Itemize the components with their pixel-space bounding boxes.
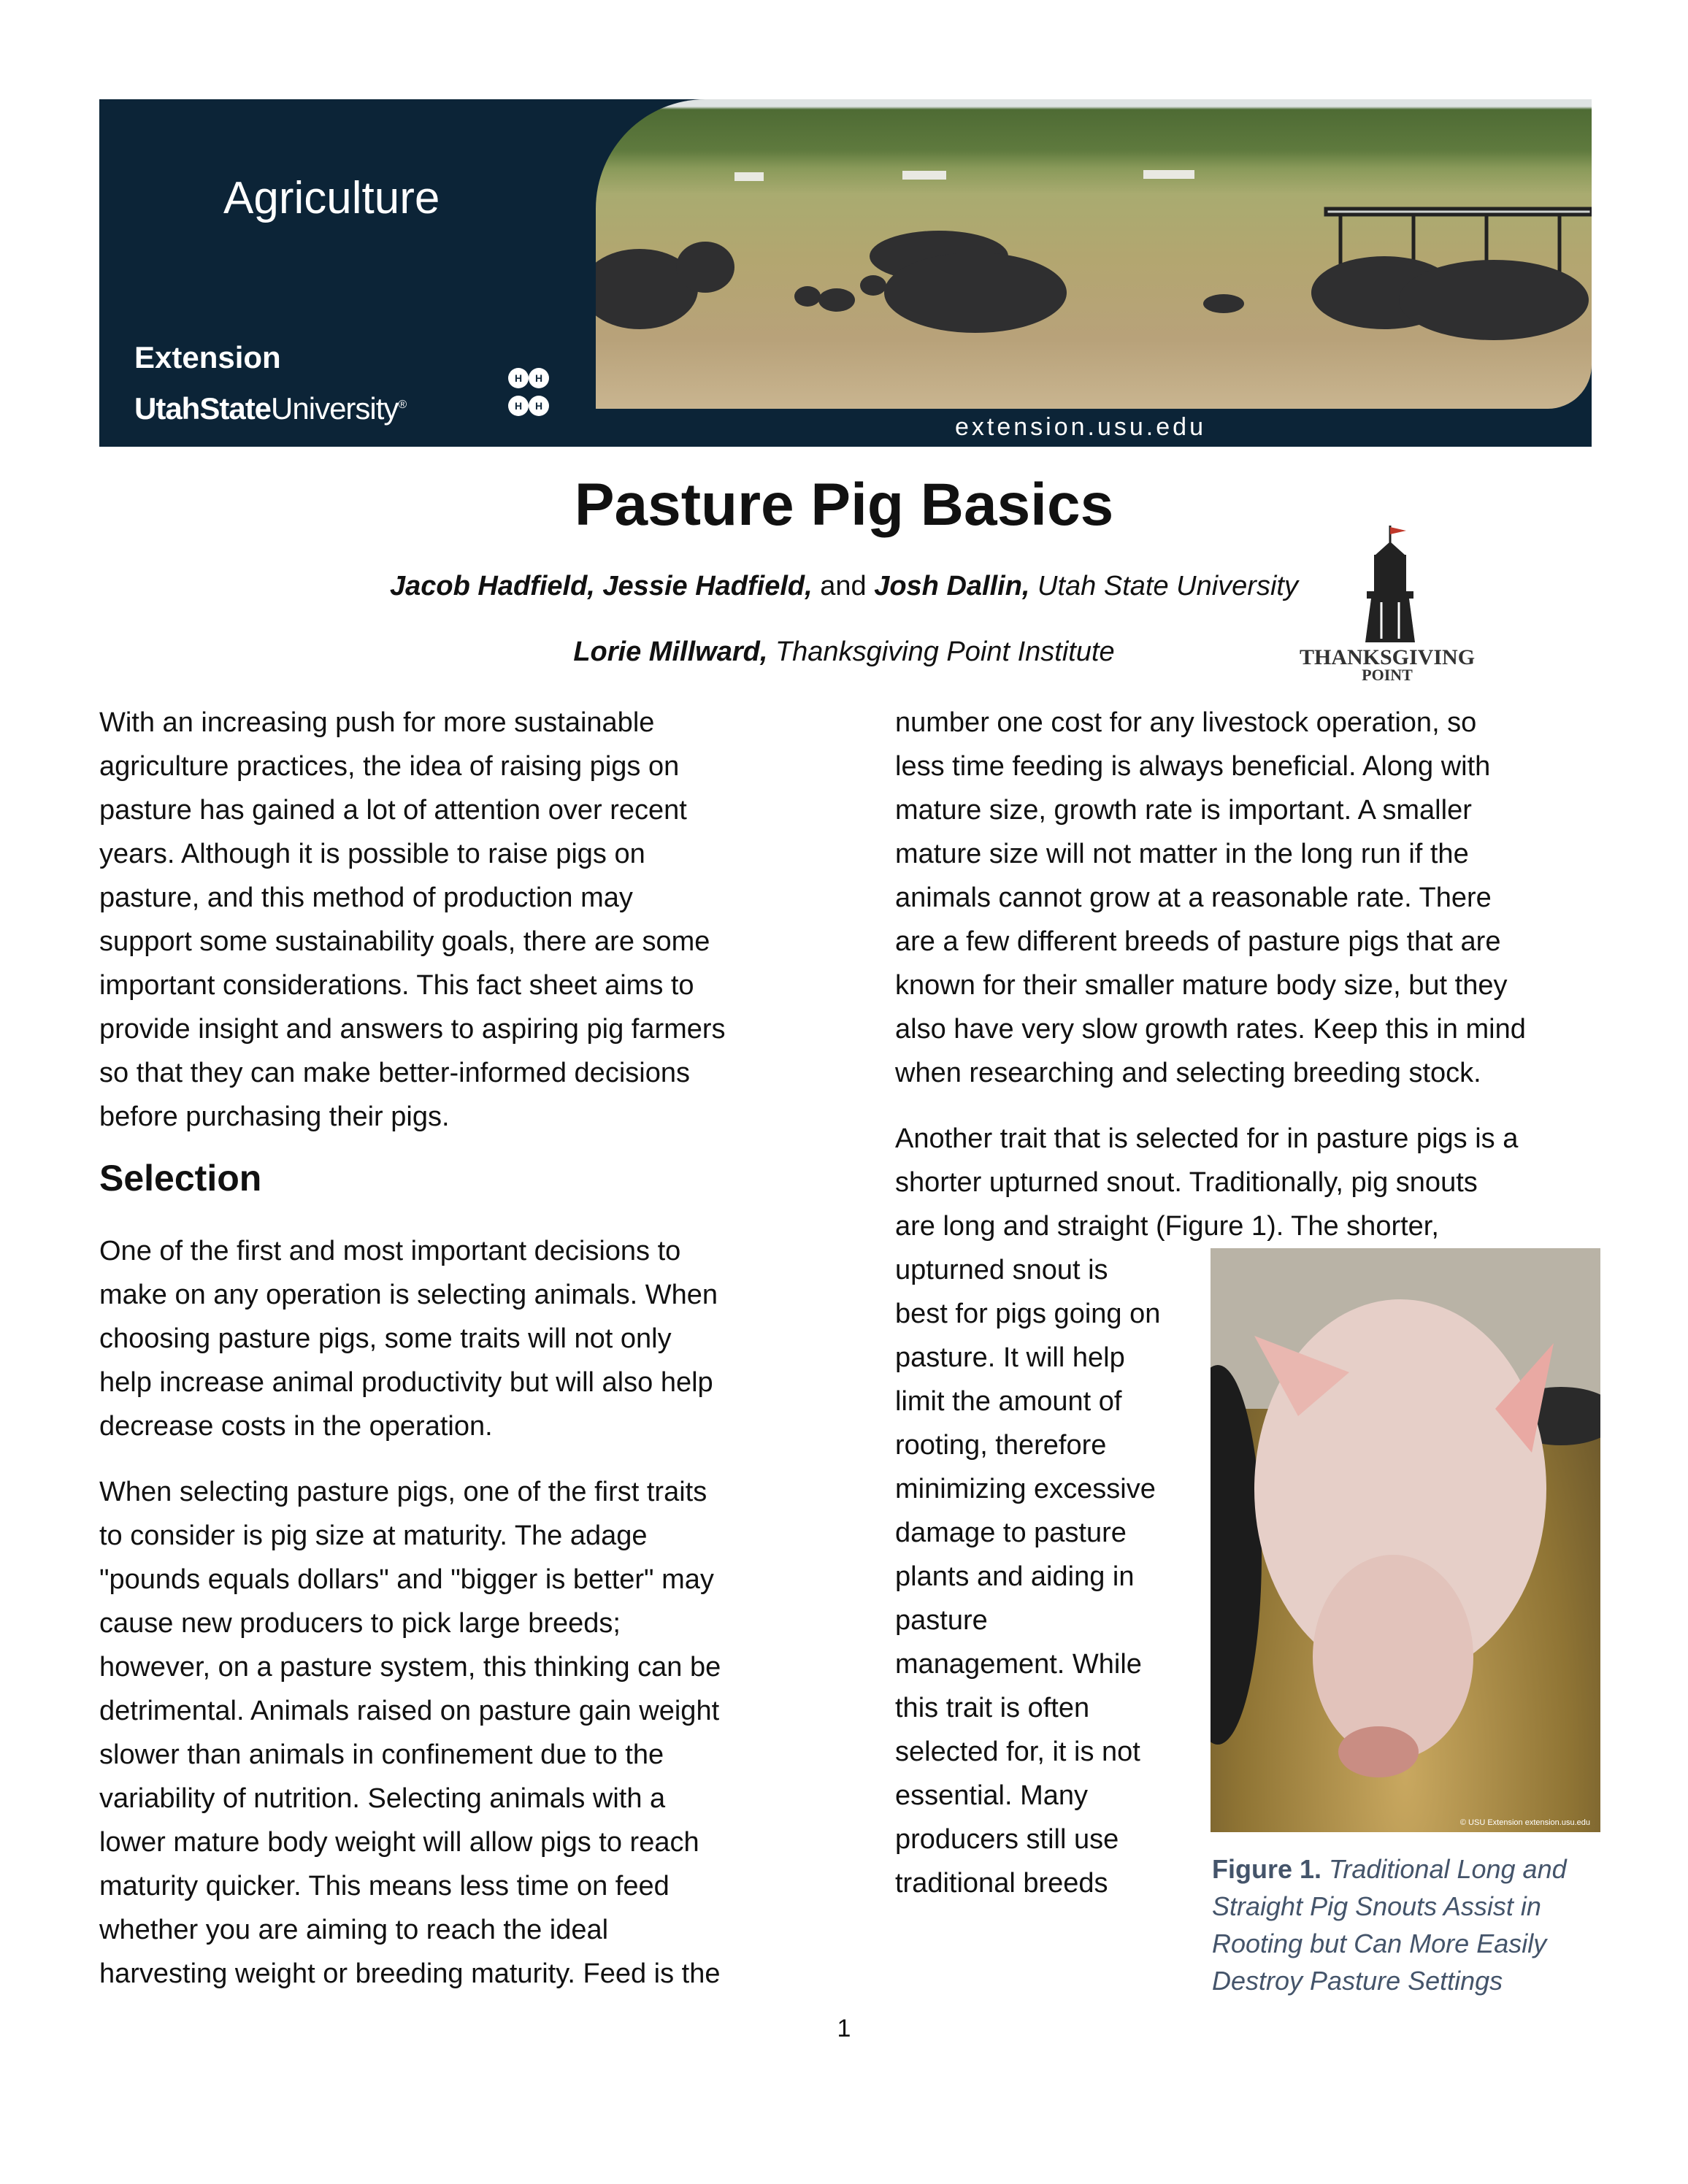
left-column-selection [99,1229,721,2018]
website-url[interactable]: extension.usu.edu [955,413,1206,441]
text-line: With an increasing push for more sustainable [99,707,655,738]
text-line: producers still use [895,1824,1119,1855]
text-line: best for pigs going on [895,1299,1161,1329]
pasture-pigs-photo [596,99,1592,409]
text-line: When selecting pasture pigs, one of the first traits [99,1477,707,1507]
text-line: pasture has gained a lot of attention over recent [99,795,687,826]
authors-line-2: Lorie Millward, Thanksgiving Point Institute [573,637,1115,667]
text-line: animals cannot grow at a reasonable rate. There [895,883,1492,913]
thanksgiving-point-logo [1300,526,1475,686]
text-line: mature size will not matter in the long run if the [895,839,1469,869]
svg-text:H: H [535,372,543,384]
left-column [99,701,726,1161]
selection-paragraph-2 [99,1470,721,1996]
text-line: minimizing excessive [895,1474,1156,1504]
text-line: "pounds equals dollars" and "bigger is better" may [99,1564,714,1595]
text-line: traditional breeds [895,1868,1108,1899]
growth-paragraph [895,701,1526,1095]
text-line: provide insight and answers to aspiring pig farmers [99,1014,726,1045]
section-heading-selection: Selection [99,1158,262,1199]
usu-logo-text: UtahStateUniversity® [134,391,407,426]
extension-label: Extension [134,340,281,374]
text-line: before purchasing their pigs. [99,1101,450,1132]
selection-paragraph-1 [99,1229,721,1448]
text-line: plants and aiding in [895,1561,1135,1592]
text-line: detrimental. Animals raised on pasture gain weight [99,1696,720,1726]
text-line: however, on a pasture system, this thinking can be [99,1652,721,1683]
text-line: Another trait that is selected for in pasture pigs is a [895,1123,1519,1154]
svg-text:H: H [515,400,523,412]
category-label: Agriculture [223,173,440,223]
text-line: management. While [895,1649,1142,1680]
page-title: Pasture Pig Basics [574,472,1114,538]
text-line: less time feeding is always beneficial. Along with [895,751,1491,782]
text-line: support some sustainability goals, there are some [99,926,710,957]
text-line: maturity quicker. This means less time on feed [99,1871,670,1902]
text-line: cause new producers to pick large breeds; [99,1608,621,1639]
text-line: to consider is pig size at maturity. The adage [99,1520,648,1551]
intro-paragraph [99,701,726,1139]
text-line: so that they can make better-informed decisions [99,1058,690,1088]
text-line: decrease costs in the operation. [99,1411,493,1442]
text-line: make on any operation is selecting animals. When [99,1280,718,1310]
text-line: damage to pasture [895,1518,1127,1548]
text-line: limit the amount of [895,1386,1122,1417]
text-line: slower than animals in confinement due to the [99,1739,664,1770]
text-line: help increase animal productivity but will also help [99,1367,713,1398]
text-line: lower mature body weight will allow pigs to reach [99,1827,699,1858]
page-number: 1 [837,2015,851,2042]
text-line: pasture. It will help [895,1342,1125,1373]
text-line: rooting, therefore [895,1430,1107,1461]
text-line: One of the first and most important decisions to [99,1236,681,1266]
text-line: when researching and selecting breeding stock. [895,1058,1481,1088]
text-line: harvesting weight or breeding maturity. Feed is the [99,1958,721,1989]
text-line: essential. Many [895,1780,1089,1811]
text-line: are long and straight (Figure 1). The shorter, [895,1211,1439,1242]
figure-1-pig-photo [1211,1248,1600,1832]
text-line: variability of nutrition. Selecting animals with a [99,1783,666,1814]
text-line: also have very slow growth rates. Keep this in mind [895,1014,1526,1045]
svg-text:H: H [535,400,543,412]
text-line: this trait is often [895,1693,1090,1723]
text-line: number one cost for any livestock operation, so [895,707,1477,738]
text-line: whether you are aiming to reach the ideal [99,1915,609,1945]
text-line: choosing pasture pigs, some traits will not only [99,1323,672,1354]
authors-line-1: Jacob Hadfield, Jessie Hadfield, and Josh Dallin, Utah State University [390,571,1298,601]
4h-clover-icon [499,364,558,422]
text-line: shorter upturned snout. Traditionally, pig snouts [895,1167,1478,1198]
text-line: mature size, growth rate is important. A smaller [895,795,1472,826]
figure-1-caption: Figure 1. Traditional Long and Straight Pig Snouts Assist in Rooting but Can More Easily Destroy Pasture Settings [1212,1854,1567,1996]
logo-text-thanksgiving: THANKSGIVING [1300,645,1475,669]
text-line: pasture [895,1605,988,1636]
text-line: known for their smaller mature body size, but they [895,970,1508,1001]
header-banner [99,99,1592,447]
text-line: upturned snout is [895,1255,1108,1285]
text-line: important considerations. This fact sheet aims to [99,970,694,1001]
text-line: pasture, and this method of production may [99,883,633,913]
svg-text:H: H [515,372,523,384]
text-line: years. Although it is possible to raise pigs on [99,839,645,869]
text-line: agriculture practices, the idea of raising pigs on [99,751,680,782]
text-line: are a few different breeds of pasture pigs that are [895,926,1501,957]
text-line: selected for, it is not [895,1737,1140,1767]
photo-credit: © USU Extension extension.usu.edu [1459,1818,1590,1827]
logo-text-point: POINT [1362,666,1413,684]
